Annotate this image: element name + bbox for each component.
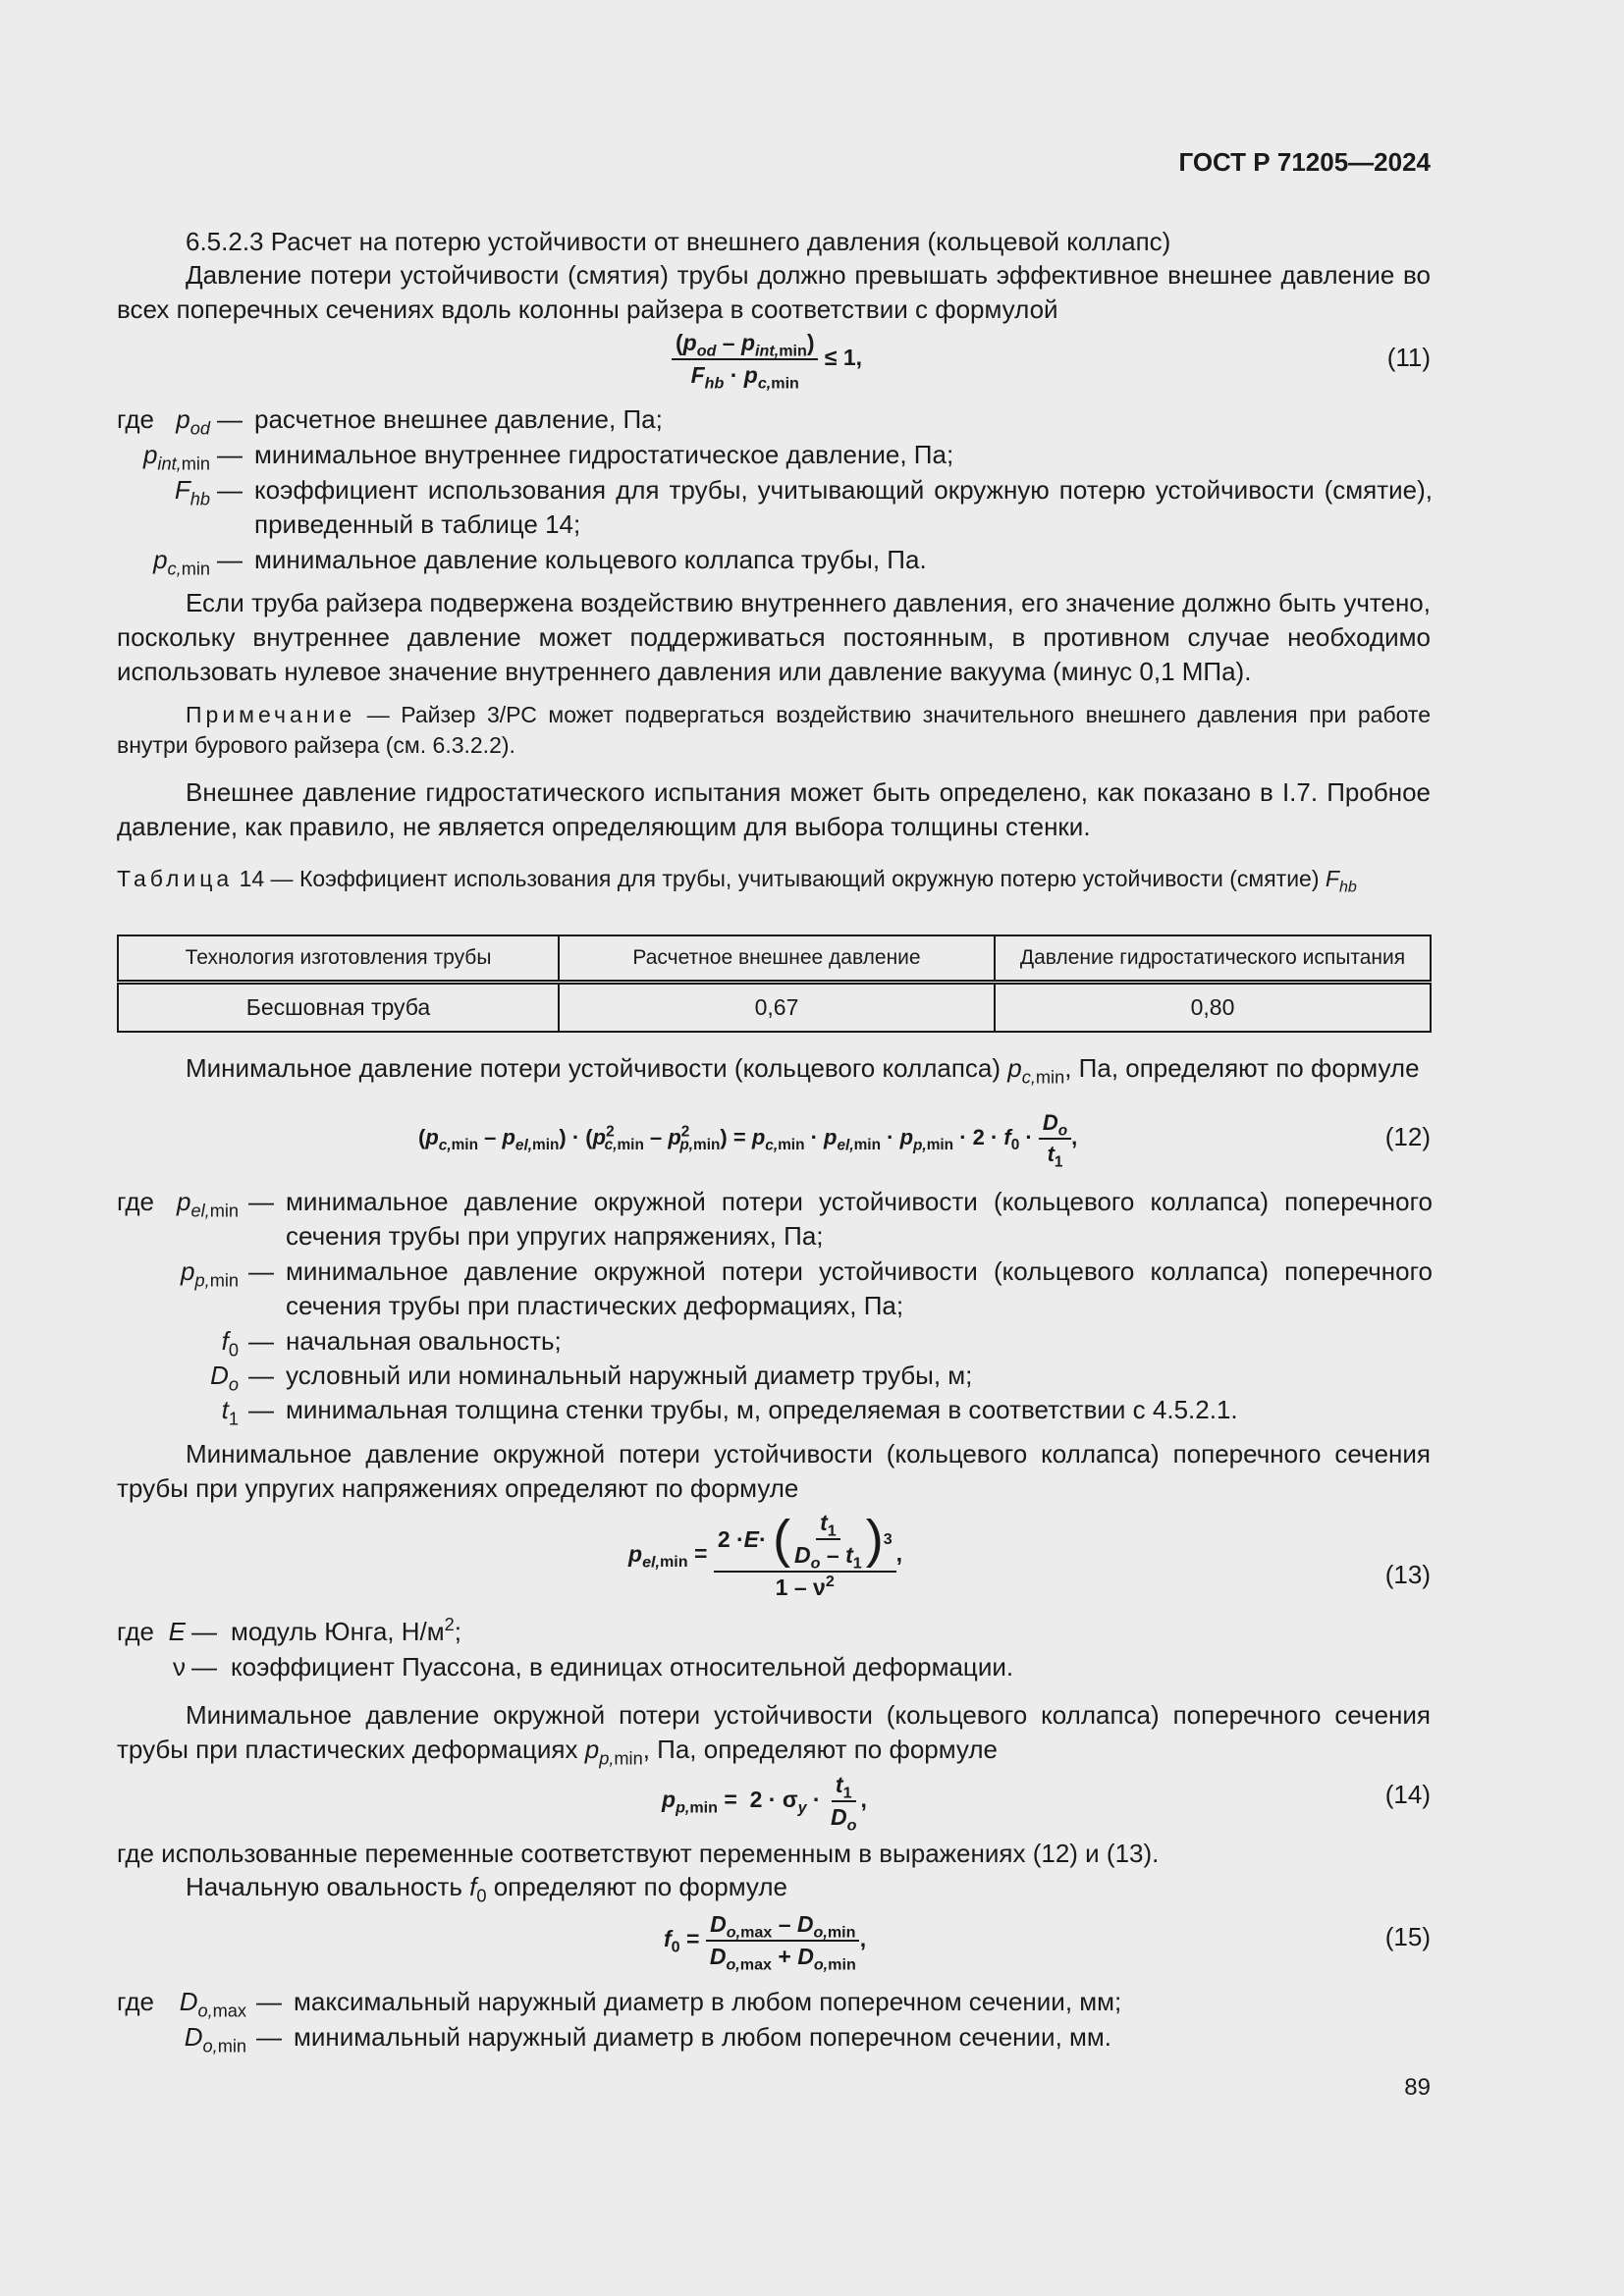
symbol-fhb: $F_{hb}$ (174, 475, 210, 509)
def-text: минимальное внутреннее гидростатическое давление, Па; (254, 440, 954, 469)
def-item: $p_{el,min}$ — минимальное давление окружной потери устойчивости (кольцевого коллапса) поперечного сечения трубы при упругих напряжениях, Па; (117, 1185, 1433, 1254)
eq14-intro-b: , Па, определяют по формуле (642, 1735, 998, 1764)
symbol-do-max: $D_{o,max}$ (179, 1987, 246, 2021)
eq13-intro: Минимальное давление окружной потери устойчивости (кольцевого коллапса) поперечного сечения трубы при упругих напряжениях определяют по формуле (117, 1439, 1431, 1503)
eq12-intro: Минимальное давление потери устойчивости (кольцевого коллапса) $p_{c,min}$, Па, определяют по формуле (186, 1053, 1420, 1088)
def-item: $f_0$ — начальная овальность; (117, 1324, 1433, 1359)
def-text: максимальный наружный диаметр в любом поперечном сечении, мм; (294, 1987, 1122, 2016)
def-item: $p_{od}$ — расчетное внешнее давление, Па; (117, 402, 1433, 437)
symbol-pc-min: $p_{c,min}$ (153, 545, 210, 579)
symbol-nu: ν (173, 1652, 186, 1682)
note (117, 700, 1431, 761)
def-item: $D_{o,max}$ — максимальный наружный диаметр в любом поперечном сечении, мм; (117, 1985, 1433, 2019)
table-label: Таблица (117, 866, 234, 891)
eq14-intro: Минимальное давление окружной потери устойчивости (кольцевого коллапса) поперечного сечения трубы при пластических деформациях $p_{p,min}$, Па, определяют по формуле (117, 1700, 1431, 1769)
where-label: где (117, 1987, 154, 2016)
document-header: ГОСТ Р 71205—2024 (1178, 147, 1431, 177)
formula-12: $(p_{c,min} - p_{el,min}) \cdot (p^2_{c,min} - p^2_{p,min}) = p_{c,min} \cdot p_{el,min} \cdot p_{p,min} \cdot 2 \cdot f_0$ · $\frac{D_o}{t_1}$ , (418, 1110, 1078, 1171)
def-item: $t_1$ — минимальная толщина стенки трубы, м, определяемая в соответствии с 4.5.2.1. (117, 1393, 1433, 1427)
note-text: — Райзер 3/РС может подвергаться воздействию значительного внешнего давления при работе внутри бурового райзера (см. 6.3.2.2). (117, 702, 1431, 758)
def-item: $p_{c,min}$ — минимальное давление кольцевого коллапса трубы, Па. (117, 543, 1433, 577)
eq14-intro-a: Минимальное давление окружной потери устойчивости (кольцевого коллапса) поперечного сечения трубы при пластических деформациях (117, 1700, 1431, 1764)
definition-list-15 (117, 1985, 1433, 2056)
where-label: где (117, 1617, 154, 1646)
definition-list-13 (117, 1615, 1433, 1685)
table-header-row (118, 935, 1431, 983)
formula-11: $\frac{(p_{od} - p_{int,min})}{F_{hb} \cdot p_{c,min}}$ ≤ 1, (672, 330, 862, 389)
table-14 (117, 934, 1432, 1033)
symbol-do-min: $D_{o,min}$ (184, 2022, 246, 2056)
def-text: модуль Юнга, $Н/м^2$; (231, 1615, 461, 1646)
eq15-intro-a: Начальную овальность (186, 1872, 470, 1901)
symbol-t1: $t_1$ (221, 1395, 239, 1429)
definition-list-11 (117, 402, 1433, 579)
def-item: $D_o$ — условный или номинальный наружный диаметр трубы, м; (117, 1359, 1433, 1393)
def-text: коэффициент Пуассона, в единицах относительной деформации. (231, 1652, 1014, 1682)
def-item: $p_{int,min}$ — минимальное внутреннее гидростатическое давление, Па; (117, 438, 1433, 472)
page-number: 89 (1404, 2074, 1431, 2101)
def-item: $F_{hb}$ — коэффициент использования для трубы, учитывающий окружную потерю устойчивости (смятие), приведенный в таблице 14; (117, 473, 1433, 542)
equation-number-13: (13) (1384, 1560, 1431, 1589)
symbol-pel-min: $p_{el,min}$ (177, 1187, 239, 1221)
def-item: E — модуль Юнга, $Н/м^2$; (117, 1615, 1433, 1649)
table-caption-text: 14 — Коэффициент использования для трубы, учитывающий окружную потерю устойчивости (смятие) (233, 866, 1326, 891)
symbol-pp-min: $p_{p,min}$ (181, 1256, 239, 1291)
table-row (118, 983, 1431, 1033)
table-cell: 0,80 (995, 983, 1431, 1033)
note-label: Примечание (186, 702, 356, 727)
table-header-cell: Расчетное внешнее давление (559, 935, 995, 983)
formula-13: $p_{el,min}$ = 2 · E · ( $\frac{t_1}{D_o - t_1}$ ) 3 $1 - \nu^2$ , (628, 1510, 903, 1600)
table-cell: 0,67 (559, 983, 995, 1033)
eq12-intro-b: , Па, определяют по формуле (1064, 1053, 1420, 1083)
def-text: минимальный наружный диаметр в любом поперечном сечении, мм. (294, 2022, 1111, 2052)
def-text: расчетное внешнее давление, Па; (254, 404, 663, 434)
def-text: начальная овальность; (286, 1326, 562, 1356)
table-header-cell: Технология изготовления трубы (118, 935, 559, 983)
formula-14: $p_{p,min} = 2 \cdot \sigma_y$ · $\frac{t_1}{D_o}$ , (662, 1772, 867, 1835)
def-text: минимальное давление кольцевого коллапса трубы, Па. (254, 545, 927, 574)
paragraph-test-pressure: Внешнее давление гидростатического испытания может быть определено, как показано в I.7. Пробное давление, как правило, не является определяющим для выбора толщины стенки. (117, 777, 1431, 841)
eq15-intro-b: определяют по формуле (486, 1872, 787, 1901)
equation-number-15: (15) (1384, 1922, 1431, 1951)
def-text: условный или номинальный наружный диаметр трубы, м; (286, 1361, 973, 1390)
equation-number-11: (11) (1386, 343, 1431, 372)
equation-number-14: (14) (1384, 1780, 1431, 1809)
symbol-do: $D_o$ (210, 1361, 239, 1395)
table-header-cell: Давление гидростатического испытания (995, 935, 1431, 983)
symbol-pint-min: $p_{int,min}$ (142, 440, 210, 474)
equation-number-12: (12) (1384, 1122, 1431, 1151)
table-cell: Бесшовная труба (118, 983, 559, 1033)
def-text: минимальное давление окружной потери устойчивости (кольцевого коллапса) поперечного сечения трубы при упругих напряжениях, Па; (286, 1187, 1433, 1251)
def-item: ν — коэффициент Пуассона, в единицах относительной деформации. (117, 1650, 1433, 1684)
paragraph-internal-pressure: Если труба райзера подвержена воздействию внутреннего давления, его значение должно быть учтено, поскольку внутреннее давление может поддерживаться постоянным, в противном случае необходимо использовать нулевое значение внутреннего давления или давление вакуума (минус 0,1 МПа). (117, 588, 1431, 686)
where-label: где (117, 404, 154, 434)
def-item: $p_{p,min}$ — минимальное давление окружной потери устойчивости (кольцевого коллапса) поперечного сечения трубы при пластических деформациях, Па; (117, 1255, 1433, 1323)
def-text: коэффициент использования для трубы, учитывающий окружную потерю устойчивости (смятие), приведенный в таблице 14; (254, 475, 1433, 539)
formula-11-fraction: $\frac{(p_{od} - p_{int,min})}{F_{hb} \cdot p_{c,min}}$ (672, 330, 818, 389)
section-intro: Давление потери устойчивости (смятия) трубы должно превышать эффективное внешнее давление во всех поперечных сечениях вдоль колонны райзера в соответствии с формулой (117, 260, 1431, 324)
symbol-e: E (168, 1617, 186, 1646)
symbol-pod: $p_{od}$ (176, 404, 210, 439)
formula-15: $f_0$ = $\frac{D_{o,max} - D_{o,min}}{D_{o,max} + D_{o,min}}$ , (664, 1911, 867, 1974)
definition-list-12 (117, 1185, 1433, 1429)
eq12-intro-a: Минимальное давление потери устойчивости (кольцевого коллапса) (186, 1053, 1008, 1083)
eq15-intro: Начальную овальность $f_0$ определяют по формуле (186, 1872, 787, 1906)
eq14-after: где использованные переменные соответствуют переменным в выражениях (12) и (13). (117, 1839, 1160, 1868)
symbol-f0: $f_0$ (221, 1326, 239, 1361)
def-item: $D_{o,min}$ — минимальный наружный диаметр в любом поперечном сечении, мм. (117, 2020, 1433, 2055)
def-text: минимальное давление окружной потери устойчивости (кольцевого коллапса) поперечного сечения трубы при пластических деформациях, Па; (286, 1256, 1433, 1320)
table-14-caption: Таблица 14 — Коэффициент использования для трубы, учитывающий окружную потерю устойчивости (смятие) $F_{hb}$ (117, 866, 1357, 896)
def-text: минимальная толщина стенки трубы, м, определяемая в соответствии с 4.5.2.1. (286, 1395, 1238, 1424)
section-title: 6.5.2.3 Расчет на потерю устойчивости от внешнего давления (кольцевой коллапс) (186, 227, 1171, 256)
where-label: где (117, 1187, 154, 1216)
